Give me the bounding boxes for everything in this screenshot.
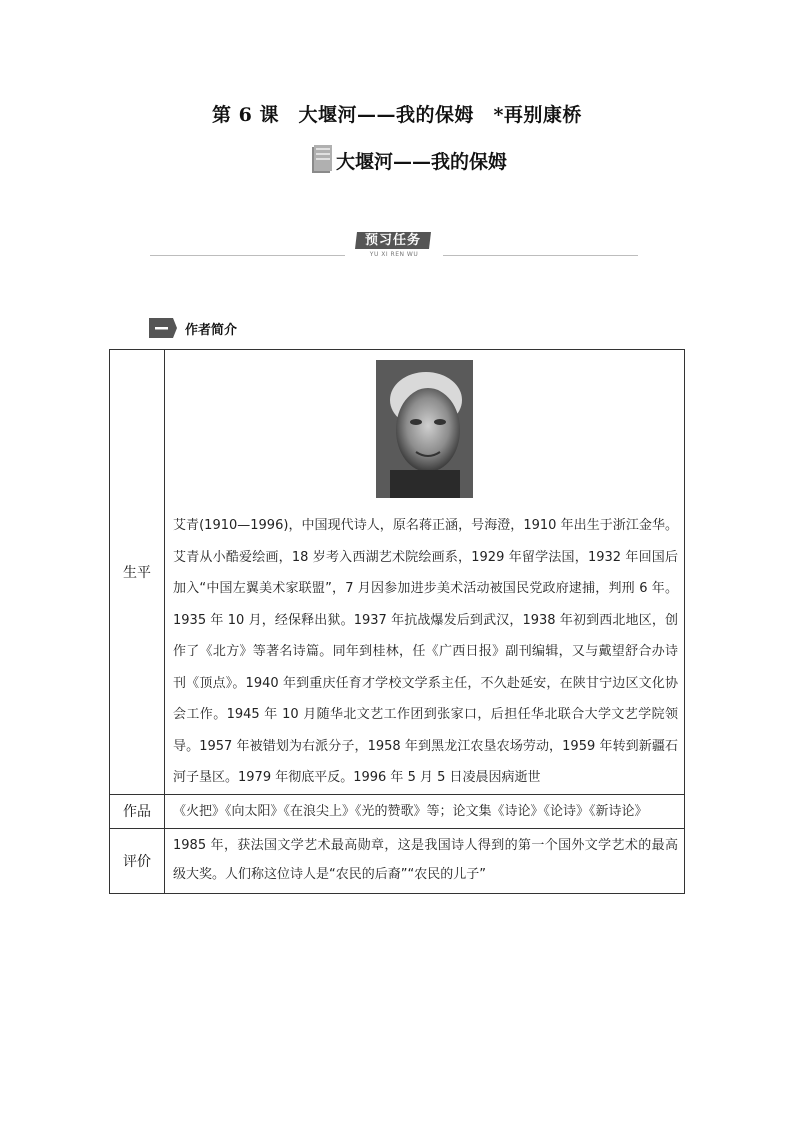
table-row — [110, 794, 685, 828]
page-title: 第 6 课 大堰河——我的保姆 *再别康桥 — [212, 104, 582, 126]
life-cell — [165, 350, 685, 795]
banner-pinyin: YU XI REN WU — [369, 251, 419, 258]
photo-container — [165, 350, 684, 510]
subtitle-row — [310, 142, 507, 178]
author-portrait-image — [376, 360, 473, 498]
section-number-icon — [149, 318, 177, 338]
preview-task-banner — [150, 228, 638, 262]
biography-text: 艾青(1910—1996)，中国现代诗人，原名蒋正涵，号海澄，1910 年出生于浙江金华。艾青从小酷爱绘画，18 岁考入西湖艺术院绘画系，1929 年留学法国，1932 年回国后加入“中国左翼美术家联盟”，7 月因参加进步美术活动被国民党政府逮捕，判刑 6 年。1935 年 10 月，经保释出狱。1937 年抗战爆发后到武汉，1938 年初到西北地区，创作了《北方》等著名诗篇。同年到桂林，任《广西日报》副刊编辑，又与戴望舒合办诗刊《顶点》。1940 年到重庆任育才学校文学系主任，不久赴延安，在陕甘宁边区文化协会工作。1945 年 10 月随华北文艺工作团到张家口，后担任华北联合大学文艺学院领导。1957 年被错划为右派分子，1958 年到黑龙江农垦农场劳动，1959 年转到新疆石河子垦区。1979 年彻底平反。1996 年 5 月 5 日凌晨因病逝世 — [173, 518, 678, 785]
row-label-works: 作品 — [110, 794, 165, 828]
author-info-table — [109, 349, 685, 894]
lesson-subtitle: 大堰河——我的保姆 — [336, 150, 508, 173]
works-text: 《火把》《向太阳》《在浪尖上》《光的赞歌》等；论文集《诗论》《论诗》《新诗论》 — [173, 803, 648, 819]
section-heading — [149, 317, 237, 339]
table-row — [110, 350, 685, 795]
review-text: 1985 年，获法国文学艺术最高勋章，这是我国诗人得到的第一个国外文学艺术的最高级大奖。人们称这位诗人是“农民的后裔”“农民的儿子” — [173, 837, 678, 882]
book-icon — [310, 144, 334, 176]
banner-badge — [353, 231, 433, 250]
section-title: 作者简介 — [185, 322, 238, 338]
row-label-life: 生平 — [110, 350, 165, 795]
row-label-review: 评价 — [110, 828, 165, 893]
banner-label: 预习任务 — [364, 233, 421, 248]
table-row — [110, 828, 685, 893]
